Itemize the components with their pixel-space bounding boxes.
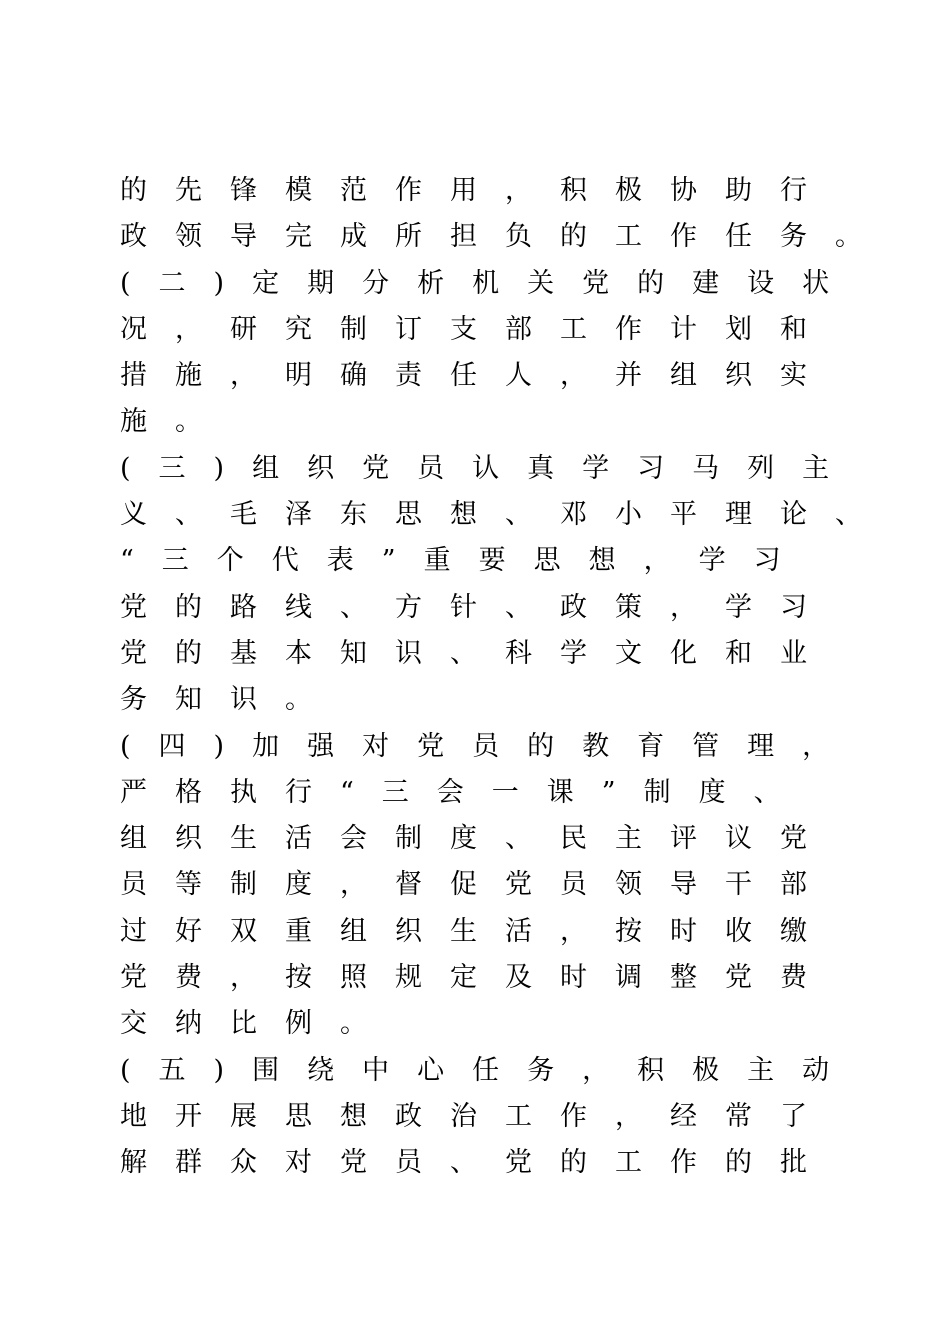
text-line: 党费，按照规定及时调整党费: [120, 962, 835, 994]
text-line: 义、毛泽东思想、邓小平理论、: [120, 499, 890, 531]
text-line: 党的基本知识、科学文化和业: [120, 637, 835, 669]
text-line: 组织生活会制度、民主评议党: [120, 823, 835, 855]
text-line: 过好双重组织生活，按时收缴: [120, 915, 835, 947]
text-line: 员等制度，督促党员领导干部: [120, 869, 835, 901]
text-line: (二)定期分析机关党的建设状: [120, 267, 858, 299]
text-line: (四)加强对党员的教育管理，: [120, 730, 858, 762]
text-line: 况，研究制订支部工作计划和: [120, 313, 835, 345]
text-line: 政领导完成所担负的工作任务。: [120, 221, 890, 253]
text-line: 措施，明确责任人，并组织实: [120, 360, 835, 392]
text-line: “三个代表”重要思想，学习: [120, 545, 809, 577]
text-line: (五)围绕中心任务，积极主动: [120, 1054, 858, 1086]
text-line: 严格执行“三会一课”制度、: [120, 776, 809, 808]
text-line: (三)组织党员认真学习马列主: [120, 452, 858, 484]
text-line: 务知识。: [120, 684, 340, 716]
body-text: [120, 168, 890, 1187]
text-line: 解群众对党员、党的工作的批: [120, 1147, 835, 1179]
text-line: 的先锋模范作用，积极协助行: [120, 175, 835, 206]
text-line: 交纳比例。: [120, 1008, 395, 1040]
text-line: 施。: [120, 406, 230, 438]
text-line: 地开展思想政治工作，经常了: [120, 1100, 835, 1132]
text-line: 党的路线、方针、政策，学习: [120, 591, 835, 623]
